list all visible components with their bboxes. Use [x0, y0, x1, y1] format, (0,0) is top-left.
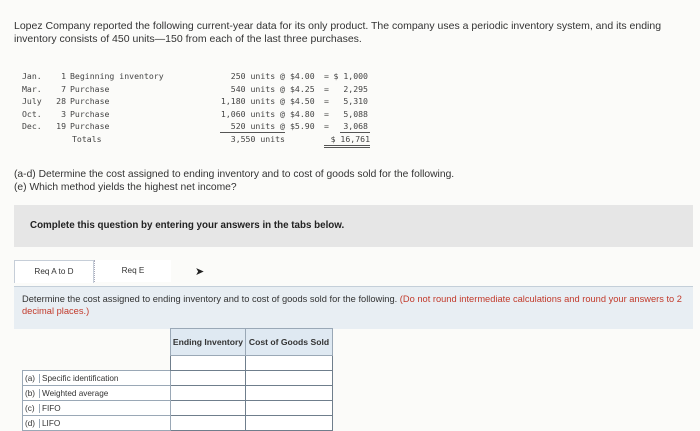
- ledger-total: 5,088: [343, 108, 368, 119]
- ledger-equals: =: [324, 71, 329, 81]
- header-ending-inventory: Ending Inventory: [171, 329, 246, 356]
- ledger-month: Jan.: [22, 71, 42, 81]
- blank-input-cogs[interactable]: [246, 356, 333, 371]
- ledger-item: Purchase: [70, 96, 110, 106]
- row-method: Weighted average: [39, 389, 108, 398]
- ending-inventory-cell[interactable]: [171, 386, 246, 401]
- ending-inventory-cell[interactable]: [171, 401, 246, 416]
- ledger-item: Purchase: [70, 121, 110, 131]
- ledger-month: Oct.: [22, 108, 42, 119]
- ending-inventory-cell[interactable]: [171, 371, 246, 386]
- ledger-day: 7: [61, 83, 66, 94]
- requirement-tabs: [14, 260, 693, 286]
- ending-inventory-input-d[interactable]: [171, 416, 249, 430]
- table-row: [23, 371, 333, 386]
- question-a-d: (a-d) Determine the cost assigned to ending inventory and to cost of goods sold for the following.: [14, 169, 455, 180]
- table-row: [23, 401, 333, 416]
- cogs-cell[interactable]: [246, 416, 333, 431]
- row-letter: (c): [25, 403, 35, 413]
- ledger-unit-cost: $4.25: [290, 83, 315, 94]
- blank-cogs-field[interactable]: [246, 356, 336, 370]
- ledger-total: 3,068: [343, 121, 368, 131]
- ending-inventory-input-b[interactable]: [171, 386, 249, 400]
- instruction-band: [14, 205, 693, 247]
- ledger-month: July: [22, 96, 42, 106]
- blank-input-ending[interactable]: [171, 356, 246, 371]
- panel-text-main: Determine the cost assigned to ending inventory and to cost of goods sold for the following.: [22, 294, 400, 304]
- question-text: [14, 169, 454, 194]
- ledger-day: 28: [56, 96, 66, 106]
- ledger-unit-cost: $4.00: [290, 71, 315, 81]
- spacer-cell: [23, 356, 171, 371]
- ledger-day: 19: [56, 121, 66, 131]
- row-label: [23, 416, 171, 431]
- row-method: LIFO: [39, 419, 60, 428]
- ledger-unit-cost: $5.90: [290, 121, 315, 131]
- header-cost-of-goods-sold: Cost of Goods Sold: [246, 329, 333, 356]
- header-blank: [23, 329, 171, 356]
- tab-req-e[interactable]: Req E: [94, 260, 171, 282]
- ledger-month: Mar.: [22, 83, 42, 94]
- ledger-equals: =: [324, 121, 329, 131]
- cogs-input-c[interactable]: [246, 401, 336, 415]
- ledger-month: Dec.: [22, 121, 42, 131]
- row-letter: (b): [25, 388, 36, 398]
- totals-units: 3,550 units: [230, 133, 285, 144]
- panel-instruction: [22, 294, 682, 317]
- ledger-total: 2,295: [343, 83, 368, 94]
- row-label: [23, 401, 171, 416]
- row-letter: (d): [25, 418, 36, 428]
- ledger-unit-cost: $4.80: [290, 108, 315, 119]
- ledger-units: 1,180 units @: [220, 96, 285, 106]
- ledger-equals: =: [324, 108, 329, 119]
- ledger-units: 250 units @: [230, 71, 285, 81]
- ledger-item: Purchase: [70, 108, 110, 119]
- ledger-equals: =: [324, 96, 329, 106]
- rounding-note: (Do not round intermediate calculations and round your answers to 2 decimal places.): [22, 294, 682, 316]
- cogs-cell[interactable]: [246, 401, 333, 416]
- problem-intro: Lopez Company reported the following current-year data for its only product. The company uses a periodic inventory system, and its ending inventory consists of 450 units—150 from each of the last three purchases.: [14, 20, 662, 45]
- instruction-panel: [14, 286, 693, 329]
- table-row: [23, 386, 333, 401]
- ending-inventory-input-c[interactable]: [171, 401, 249, 415]
- totals-label: Totals: [72, 133, 102, 144]
- ledger-equals: =: [324, 83, 329, 94]
- ledger-unit-cost: $4.50: [290, 96, 315, 106]
- row-method: FIFO: [39, 404, 61, 413]
- ledger-day: 3: [61, 108, 66, 119]
- ledger-item: Beginning inventory: [70, 71, 164, 81]
- cogs-input-b[interactable]: [246, 386, 336, 400]
- cogs-input-d[interactable]: [246, 416, 336, 430]
- mouse-cursor-icon: ➤: [195, 266, 205, 278]
- ledger-total: $ 1,000: [333, 71, 368, 81]
- cogs-input-a[interactable]: [246, 371, 336, 385]
- cogs-cell[interactable]: [246, 371, 333, 386]
- total-double-underline: [324, 145, 370, 146]
- table-row: [23, 416, 333, 431]
- ending-inventory-input-a[interactable]: [171, 371, 249, 385]
- answer-table: [22, 328, 333, 431]
- answer-header-row: [23, 329, 333, 356]
- question-e: (e) Which method yields the highest net income?: [14, 181, 237, 193]
- totals-amount: $ 16,761: [330, 133, 370, 144]
- ledger-units: 520 units @: [230, 121, 285, 131]
- ledger-day: 1: [61, 71, 66, 81]
- ledger-units: 1,060 units @: [220, 108, 285, 119]
- total-double-underline: [324, 147, 370, 148]
- ledger-total: 5,310: [343, 96, 368, 106]
- row-label: [23, 371, 171, 386]
- ledger-item: Purchase: [70, 83, 110, 94]
- ending-inventory-cell[interactable]: [171, 416, 246, 431]
- row-method: Specific identification: [39, 374, 118, 383]
- ledger-units: 540 units @: [230, 83, 285, 94]
- table-row: [23, 356, 333, 371]
- row-label: [23, 386, 171, 401]
- blank-ending-field[interactable]: [171, 356, 249, 370]
- cogs-cell[interactable]: [246, 386, 333, 401]
- instruction-text: Complete this question by entering your answers in the tabs below.: [30, 220, 345, 231]
- row-letter: (a): [25, 373, 36, 383]
- tab-req-a-to-d[interactable]: Req A to D: [14, 260, 94, 283]
